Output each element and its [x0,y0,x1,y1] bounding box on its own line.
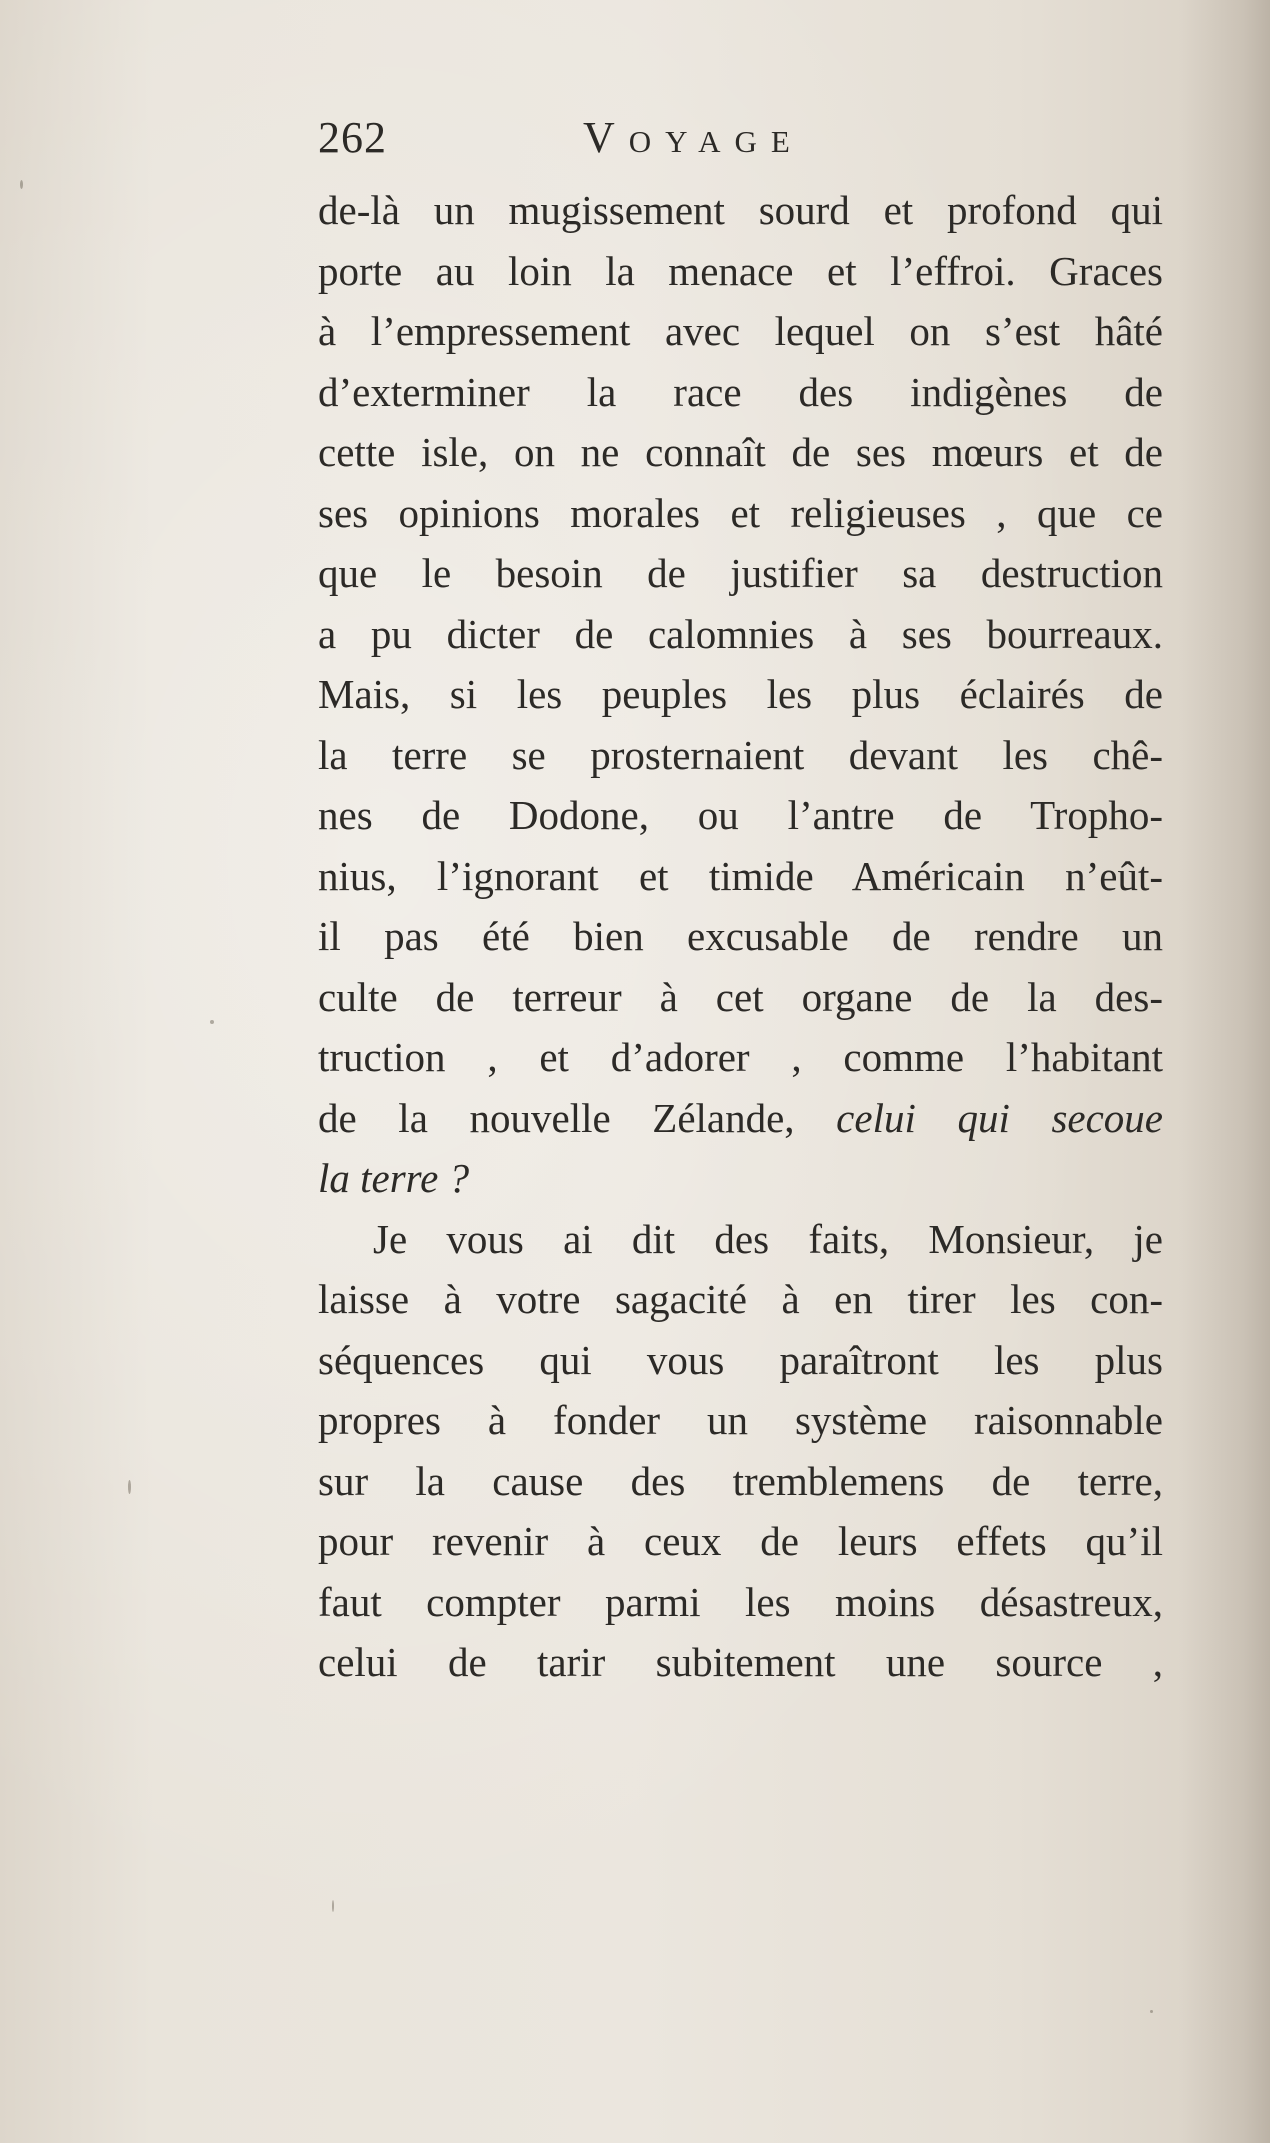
paper-speck [332,1900,334,1912]
text-line: ses opinions morales et religieuses , que ce [318,489,1163,536]
text-line: pour revenir à ceux de leurs effets qu’il [318,1518,1163,1564]
text-line-mixed [318,1088,1163,1149]
text-line: que le besoin de justifier sa destruction [318,550,1163,596]
page-number: 262 [318,113,387,162]
text-line: culte de terreur à cet organe de la des- [318,973,1163,1020]
text-line: cette isle, on ne connaît de ses mœurs et de [318,429,1163,475]
text-line: sur la cause des tremblemens de terre, [318,1457,1163,1504]
text-line: faut compter parmi les moins désastreux, [318,1578,1163,1625]
body-text [318,180,1163,1693]
text-line: nes de Dodone, ou l’antre de Tropho- [318,792,1163,838]
text-line: celui de tarir subitement une source , [318,1639,1163,1685]
italic-quote: celui qui secoue [836,1094,1163,1141]
text-line: porte au loin la menace et l’effroi. Graces [318,247,1163,294]
italic-quote: la terre ? [318,1155,470,1201]
text-run: de la nouvelle Zélande, [318,1094,795,1141]
paragraph-first-line: Je vous ai dit des faits, Monsieur, je [373,1215,1163,1262]
text-line: a pu dicter de calomnies à ses bourreaux. [318,610,1163,657]
paper-speck [1150,2010,1153,2013]
text-line: séquences qui vous paraîtront les plus [318,1336,1163,1383]
text-line: de-là un mugissement sourd et profond qui [318,187,1163,233]
text-line: laisse à votre sagacité à en tirer les con- [318,1276,1163,1322]
paper-speck [128,1480,131,1494]
text-line [318,1148,1163,1209]
text-line: il pas été bien excusable de rendre un [318,913,1163,959]
text-line: d’exterminer la race des indigènes de [318,368,1163,415]
text-line: la terre se prosternaient devant les chê- [318,731,1163,778]
text-line: truction , et d’adorer , comme l’habitant [318,1034,1163,1080]
page-header [318,112,1158,172]
paper-speck [20,180,23,189]
text-line: Mais, si les peuples les plus éclairés de [318,671,1163,717]
gutter-shadow [1180,0,1270,2143]
paper-speck [210,1020,214,1024]
text-line: nius, l’ignorant et timide Américain n’eût- [318,852,1163,899]
text-line: à l’empressement avec lequel on s’est hâté [318,308,1163,354]
text-line: propres à fonder un système raisonnable [318,1397,1163,1443]
running-title: Voyage [583,113,804,162]
